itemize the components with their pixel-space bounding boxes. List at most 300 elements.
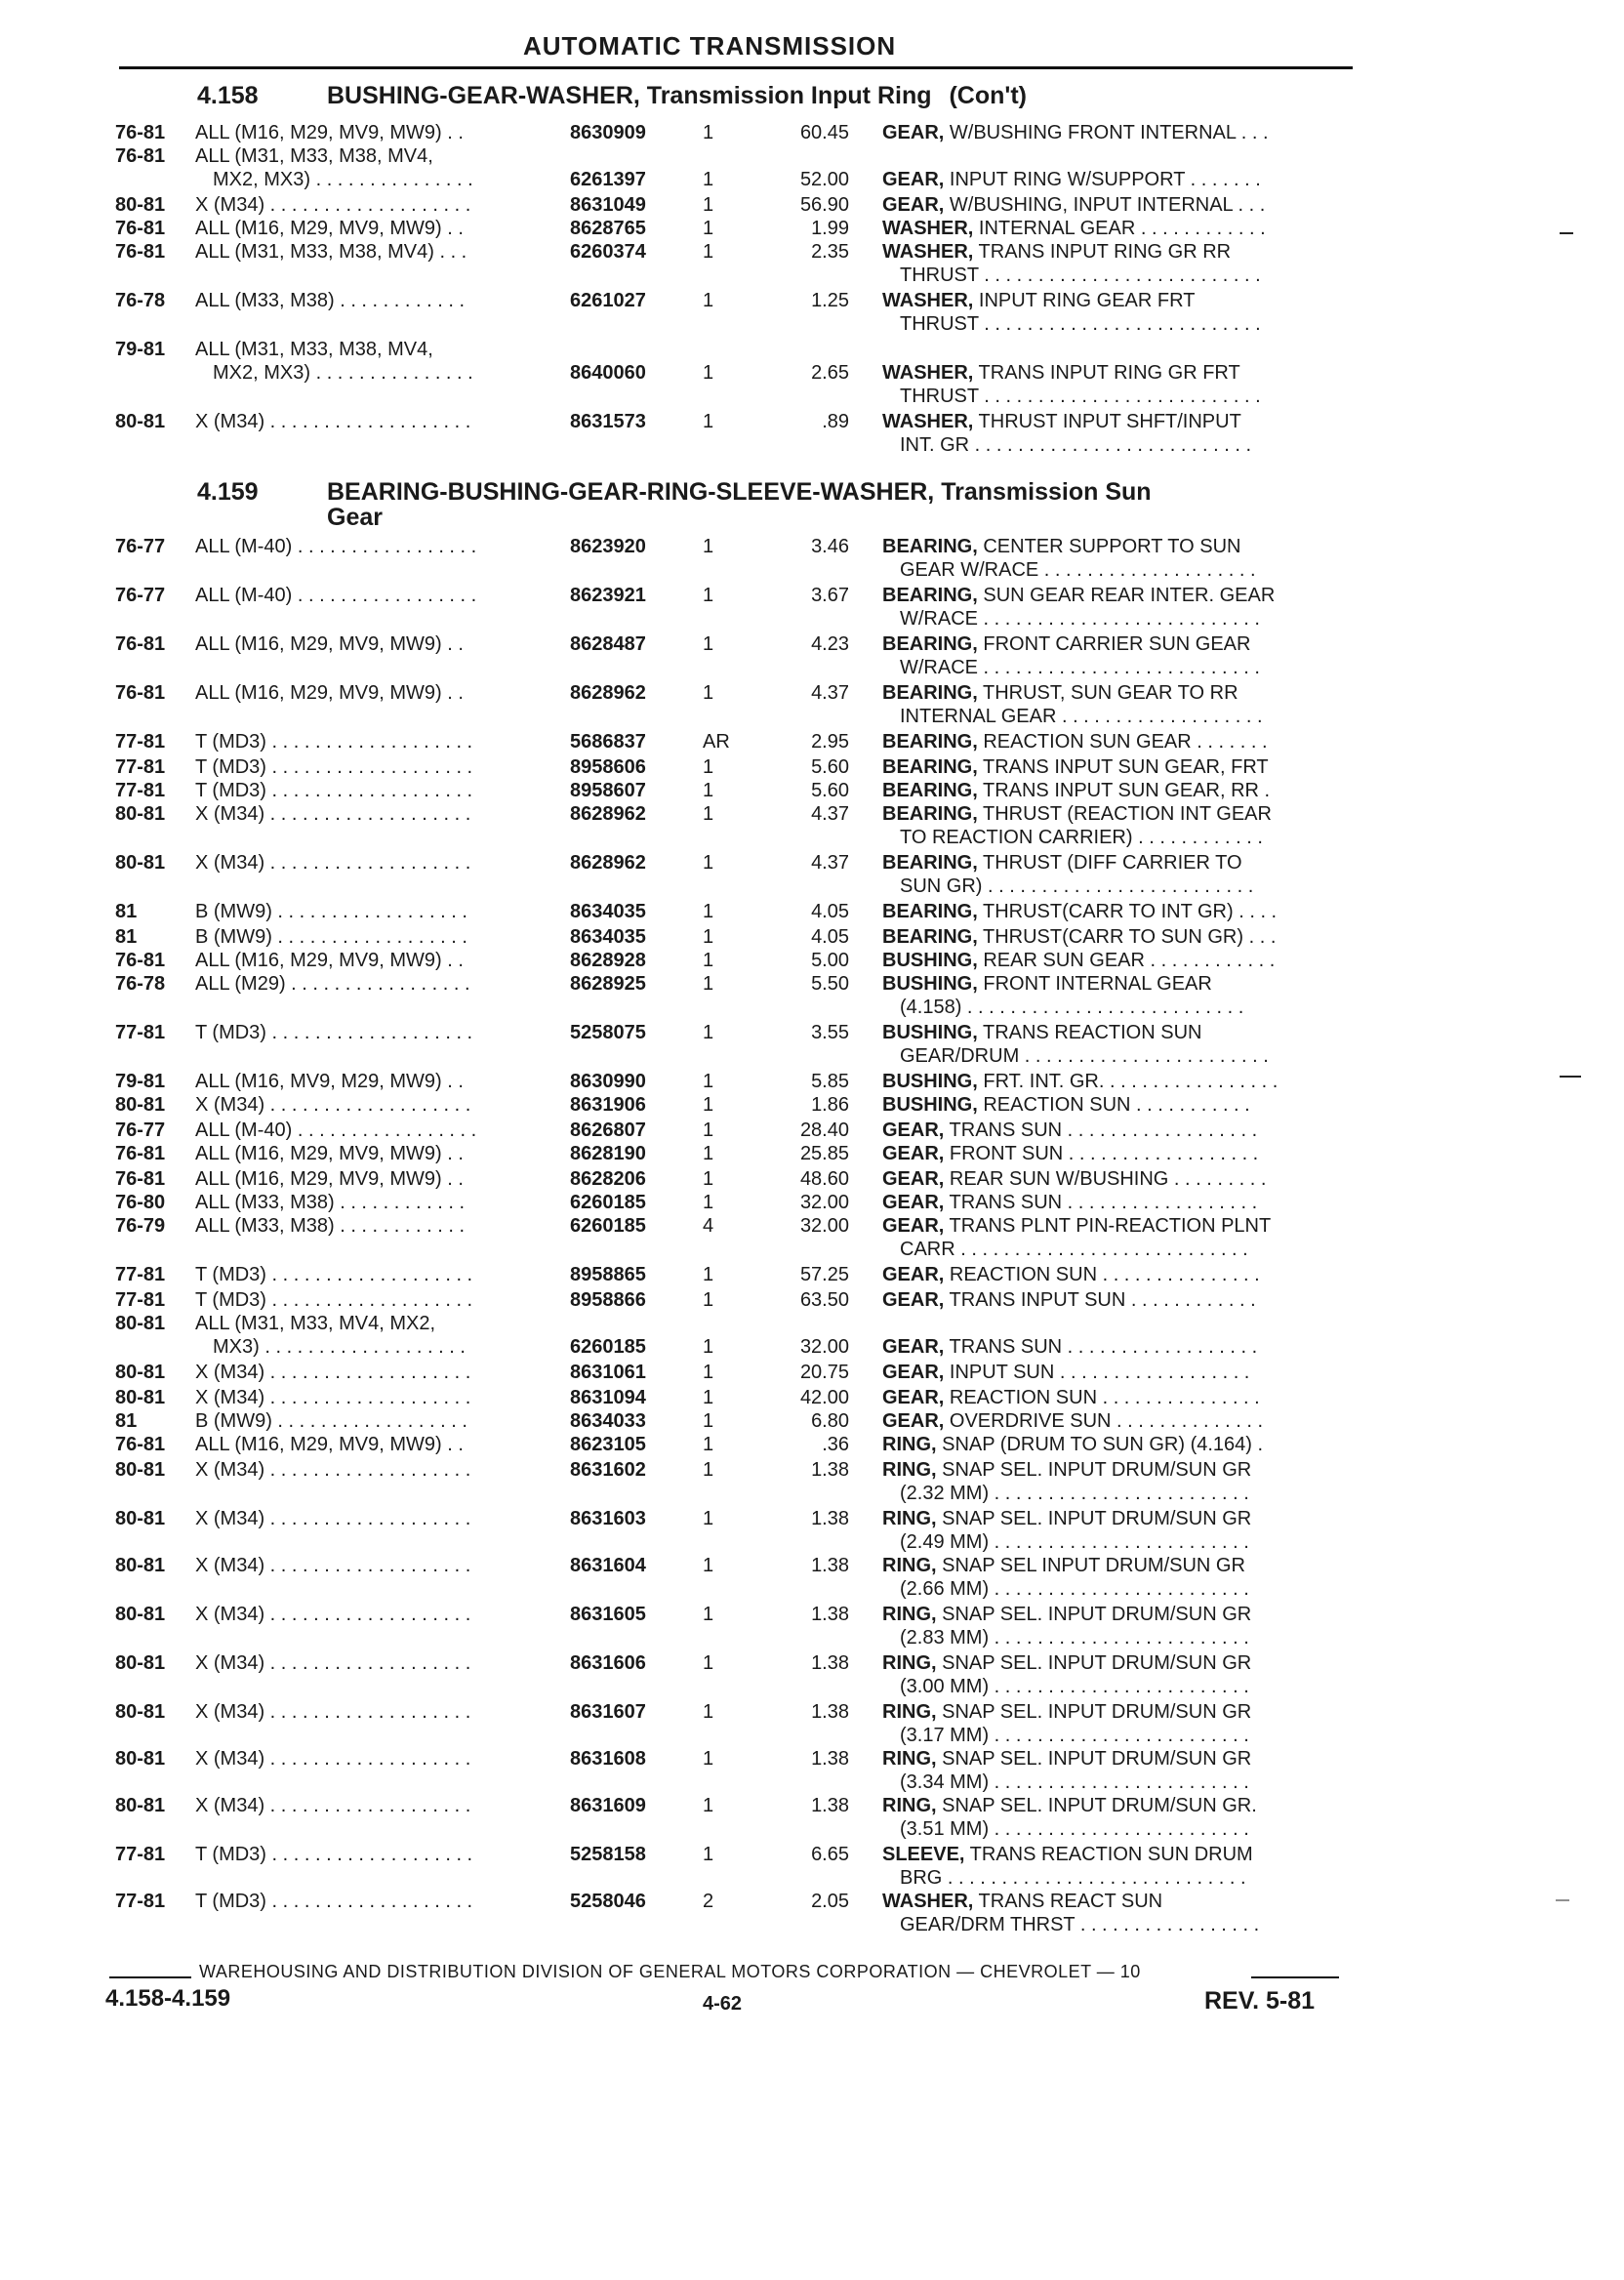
part-noun: BEARING, (882, 852, 978, 874)
part-noun: BEARING, (882, 926, 978, 948)
model-codes: B (MW9) . . . . . . . . . . . . . . . . . . (195, 901, 467, 922)
part-description-text: SNAP SEL. INPUT DRUM/SUN GR. (936, 1795, 1257, 1816)
quantity: 1 (703, 803, 714, 825)
part-number: 8628928 (570, 950, 646, 971)
quantity: 1 (703, 122, 714, 143)
part-description-continued: W/RACE . . . . . . . . . . . . . . . . . . . . . . . . . . (900, 657, 1260, 678)
part-description (882, 410, 1355, 433)
part-description-text: SNAP SEL. INPUT DRUM/SUN GR (936, 1652, 1252, 1674)
part-description-text: REACTION SUN . . . . . . . . . . . . . . . (944, 1264, 1260, 1285)
part-number: 6260185 (570, 1192, 646, 1213)
model-codes: ALL (M16, M29, MV9, MW9) . . (195, 1143, 464, 1164)
part-description (882, 1119, 1355, 1142)
list-price: 60.45 (799, 122, 849, 143)
model-codes: X (M34) . . . . . . . . . . . . . . . . . . . (195, 852, 471, 874)
part-description-text: TRANS INPUT SUN GEAR, FRT (977, 756, 1269, 778)
quantity: 1 (703, 1192, 714, 1213)
section-title (327, 82, 1027, 110)
part-description-continued: (2.66 MM) . . . . . . . . . . . . . . . . . . . . . . . . (900, 1578, 1249, 1600)
part-description (882, 584, 1355, 607)
part-description (882, 1335, 1355, 1359)
part-number: 8631604 (570, 1555, 646, 1576)
part-description-continued: GEAR W/RACE . . . . . . . . . . . . . . . . . . . . (900, 559, 1256, 581)
model-years: 76-78 (115, 290, 166, 311)
part-number: 8628206 (570, 1168, 646, 1190)
model-codes: X (M34) . . . . . . . . . . . . . . . . . . . (195, 411, 471, 432)
part-noun: WASHER, (882, 218, 974, 239)
model-years: 80-81 (115, 1094, 166, 1116)
part-description-continued: (2.83 MM) . . . . . . . . . . . . . . . . . . . . . . . . (900, 1627, 1249, 1649)
model-years: 80-81 (115, 194, 166, 216)
list-price: 1.38 (811, 1748, 849, 1770)
model-years: 80-81 (115, 852, 166, 874)
list-price: 1.38 (811, 1652, 849, 1674)
part-description-continued: GEAR/DRM THRST . . . . . . . . . . . . . . . . . (900, 1914, 1260, 1935)
quantity: 1 (703, 1143, 714, 1164)
list-price: 6.80 (811, 1410, 849, 1432)
part-description-continued: THRUST . . . . . . . . . . . . . . . . . . . . . . . . . . (900, 265, 1261, 286)
quantity: 1 (703, 1652, 714, 1674)
model-years: 76-77 (115, 1120, 166, 1141)
quantity: 1 (703, 290, 714, 311)
part-description-text: SNAP (DRUM TO SUN GR) (4.164) . (936, 1434, 1264, 1455)
part-noun: BEARING, (882, 633, 978, 655)
list-price: 1.38 (811, 1795, 849, 1816)
part-description (882, 1794, 1355, 1817)
model-years: 76-79 (115, 1215, 166, 1237)
model-codes: T (MD3) . . . . . . . . . . . . . . . . . . . (195, 780, 473, 801)
margin-mark (1560, 232, 1573, 234)
model-years: 79-81 (115, 1071, 166, 1092)
part-description-text: REACTION SUN . . . . . . . . . . . (977, 1094, 1250, 1116)
model-years: 76-81 (115, 1168, 166, 1190)
list-price: 1.38 (811, 1701, 849, 1723)
page-title: AUTOMATIC TRANSMISSION (523, 31, 897, 61)
part-description-text: TRANS INPUT SUN . . . . . . . . . . . . (944, 1289, 1256, 1311)
part-number: 8631603 (570, 1508, 646, 1529)
quantity: 1 (703, 169, 714, 190)
quantity: 1 (703, 1459, 714, 1481)
part-noun: WASHER, (882, 411, 974, 432)
quantity: 1 (703, 1795, 714, 1816)
model-codes: X (M34) . . . . . . . . . . . . . . . . . . . (195, 1701, 471, 1723)
quantity: 1 (703, 1289, 714, 1311)
footer-division: WAREHOUSING AND DISTRIBUTION DIVISION OF GENERAL MOTORS CORPORATION — CHEVROLET — 10 (199, 1962, 1141, 1981)
quantity: 1 (703, 536, 714, 557)
part-description (882, 1747, 1355, 1771)
part-description-text: TRANS REACTION SUN (977, 1022, 1202, 1043)
list-price: 1.25 (811, 290, 849, 311)
list-price: 2.95 (811, 731, 849, 753)
model-years: 80-81 (115, 411, 166, 432)
quantity: 1 (703, 1094, 714, 1116)
part-description-continued: SUN GR) . . . . . . . . . . . . . . . . . . . . . . . . . (900, 875, 1254, 897)
quantity: 1 (703, 411, 714, 432)
part-number: 8631608 (570, 1748, 646, 1770)
quantity: 1 (703, 1387, 714, 1408)
part-noun: GEAR, (882, 1215, 945, 1237)
quantity: 1 (703, 1168, 714, 1190)
model-years: 76-78 (115, 973, 166, 995)
model-codes-continued: MX2, MX3) . . . . . . . . . . . . . . . (213, 169, 473, 190)
part-number: 8634033 (570, 1410, 646, 1432)
model-codes: ALL (M33, M38) . . . . . . . . . . . . (195, 1192, 466, 1213)
part-number: 8631573 (570, 411, 646, 432)
part-description-continued: (3.17 MM) . . . . . . . . . . . . . . . . . . . . . . . . (900, 1725, 1249, 1746)
model-codes: ALL (M16, M29, MV9, MW9) . . (195, 633, 464, 655)
model-years: 76-77 (115, 536, 166, 557)
part-description-text: SNAP SEL. INPUT DRUM/SUN GR (936, 1508, 1252, 1529)
model-codes: ALL (M31, M33, MV4, MX2, (195, 1313, 436, 1334)
model-codes: X (M34) . . . . . . . . . . . . . . . . . . . (195, 1094, 471, 1116)
part-description (882, 1191, 1355, 1214)
part-number: 8628962 (570, 852, 646, 874)
model-years: 76-81 (115, 122, 166, 143)
model-codes: ALL (M29) . . . . . . . . . . . . . . . . . (195, 973, 470, 995)
part-noun: RING, (882, 1555, 937, 1576)
part-number: 8631061 (570, 1362, 646, 1383)
part-description (882, 1890, 1355, 1913)
part-noun: GEAR, (882, 1143, 945, 1164)
model-years: 81 (115, 1410, 138, 1432)
model-years: 79-81 (115, 339, 166, 360)
part-description (882, 1843, 1355, 1866)
part-number: 8631609 (570, 1795, 646, 1816)
part-number: 8623105 (570, 1434, 646, 1455)
list-price: 4.05 (811, 926, 849, 948)
title-rule (119, 66, 1353, 69)
part-description-text: TRANS INPUT SUN GEAR, RR . (977, 780, 1271, 801)
part-noun: BEARING, (882, 803, 978, 825)
part-description-continued: CARR . . . . . . . . . . . . . . . . . . . . . . . . . . . (900, 1239, 1248, 1260)
model-codes: ALL (M31, M33, M38, MV4, (195, 339, 433, 360)
quantity: 1 (703, 194, 714, 216)
list-price: 1.99 (811, 218, 849, 239)
part-description (882, 900, 1355, 923)
part-number: 5686837 (570, 731, 646, 753)
section-title-line2: Gear (327, 504, 383, 531)
part-noun: BUSHING, (882, 1071, 978, 1092)
part-description (882, 632, 1355, 656)
model-years: 76-81 (115, 1434, 166, 1455)
list-price: 4.37 (811, 852, 849, 874)
model-years: 77-81 (115, 756, 166, 778)
model-codes: T (MD3) . . . . . . . . . . . . . . . . . . . (195, 731, 473, 753)
part-number: 8628765 (570, 218, 646, 239)
footer-rule-left (109, 1976, 191, 1978)
part-number: 6261397 (570, 169, 646, 190)
quantity: 1 (703, 1604, 714, 1625)
quantity: 1 (703, 1264, 714, 1285)
list-price: .89 (822, 411, 849, 432)
part-description-continued: TO REACTION CARRIER) . . . . . . . . . . . . (900, 827, 1263, 848)
quantity: 1 (703, 780, 714, 801)
model-years: 76-81 (115, 218, 166, 239)
model-codes: T (MD3) . . . . . . . . . . . . . . . . . . . (195, 1264, 473, 1285)
part-noun: BUSHING, (882, 950, 978, 971)
part-description (882, 1214, 1355, 1238)
section-number: 4.159 (197, 478, 259, 506)
list-price: 32.00 (799, 1215, 849, 1237)
list-price: 1.38 (811, 1459, 849, 1481)
part-noun: BEARING, (882, 585, 978, 606)
quantity: 1 (703, 950, 714, 971)
model-codes: X (M34) . . . . . . . . . . . . . . . . . . . (195, 1795, 471, 1816)
part-description-continued: (2.32 MM) . . . . . . . . . . . . . . . . . . . . . . . . (900, 1483, 1249, 1504)
part-description (882, 217, 1355, 240)
model-codes: ALL (M-40) . . . . . . . . . . . . . . . . . (195, 536, 477, 557)
part-number: 8628962 (570, 803, 646, 825)
model-codes: ALL (M16, M29, MV9, MW9) . . (195, 1434, 464, 1455)
model-codes: T (MD3) . . . . . . . . . . . . . . . . . . . (195, 1022, 473, 1043)
quantity: 1 (703, 362, 714, 384)
part-description (882, 1700, 1355, 1724)
list-price: 57.25 (799, 1264, 849, 1285)
quantity: 2 (703, 1891, 714, 1912)
list-price: 48.60 (799, 1168, 849, 1190)
margin-mark (1560, 1076, 1581, 1078)
part-description (882, 1167, 1355, 1191)
list-price: 3.46 (811, 536, 849, 557)
part-noun: RING, (882, 1701, 937, 1723)
list-price: 3.55 (811, 1022, 849, 1043)
list-price: 42.00 (799, 1387, 849, 1408)
part-description-text: FRONT SUN . . . . . . . . . . . . . . . . . . (944, 1143, 1259, 1164)
quantity: 1 (703, 1120, 714, 1141)
part-description-text: INTERNAL GEAR . . . . . . . . . . . . (973, 218, 1266, 239)
part-number: 6260374 (570, 241, 646, 263)
part-description (882, 779, 1355, 802)
model-years: 80-81 (115, 1362, 166, 1383)
part-noun: BEARING, (882, 536, 978, 557)
part-description (882, 972, 1355, 996)
part-noun: RING, (882, 1459, 937, 1481)
part-noun: RING, (882, 1604, 937, 1625)
model-codes: ALL (M16, MV9, M29, MW9) . . (195, 1071, 464, 1092)
list-price: 3.67 (811, 585, 849, 606)
part-description-text: TRANS SUN . . . . . . . . . . . . . . . . . . (944, 1120, 1258, 1141)
part-noun: BEARING, (882, 731, 978, 753)
model-codes: ALL (M31, M33, M38, MV4, (195, 145, 433, 167)
part-number: 6260185 (570, 1215, 646, 1237)
model-codes: X (M34) . . . . . . . . . . . . . . . . . . . (195, 1362, 471, 1383)
part-description-text: TRANS REACTION SUN DRUM (964, 1844, 1253, 1865)
part-noun: BEARING, (882, 682, 978, 704)
section-title-main: BUSHING-GEAR-WASHER, (327, 82, 640, 109)
part-noun: GEAR, (882, 1387, 945, 1408)
model-years: 81 (115, 901, 138, 922)
model-years: 76-77 (115, 585, 166, 606)
model-years: 76-81 (115, 241, 166, 263)
part-number: 8631607 (570, 1701, 646, 1723)
part-number: 8634035 (570, 926, 646, 948)
part-description (882, 535, 1355, 558)
part-description (882, 1093, 1355, 1117)
quantity: 1 (703, 1071, 714, 1092)
part-description-text: OVERDRIVE SUN . . . . . . . . . . . . . . (944, 1410, 1264, 1432)
quantity: 1 (703, 241, 714, 263)
quantity: 1 (703, 218, 714, 239)
quantity: 1 (703, 1336, 714, 1358)
list-price: 1.38 (811, 1604, 849, 1625)
quantity: 1 (703, 926, 714, 948)
model-codes: T (MD3) . . . . . . . . . . . . . . . . . . . (195, 756, 473, 778)
model-years: 77-81 (115, 780, 166, 801)
model-years: 80-81 (115, 803, 166, 825)
quantity: 4 (703, 1215, 714, 1237)
list-price: 2.05 (811, 1891, 849, 1912)
footer-revision: REV. 5-81 (1204, 1987, 1316, 2015)
part-description-text: TRANS INPUT RING GR RR (973, 241, 1232, 263)
part-description (882, 681, 1355, 705)
part-number: 8640060 (570, 362, 646, 384)
part-number: 8631606 (570, 1652, 646, 1674)
part-description-text: INPUT RING W/SUPPORT . . . . . . . (944, 169, 1261, 190)
part-description (882, 1021, 1355, 1044)
model-codes: X (M34) . . . . . . . . . . . . . . . . . . . (195, 1604, 471, 1625)
model-years: 80-81 (115, 1313, 166, 1334)
part-description-text: THRUST (REACTION INT GEAR (977, 803, 1272, 825)
quantity: 1 (703, 1362, 714, 1383)
part-number: 6260185 (570, 1336, 646, 1358)
part-noun: GEAR, (882, 1336, 945, 1358)
list-price: 4.05 (811, 901, 849, 922)
list-price: 32.00 (799, 1192, 849, 1213)
part-number: 8628487 (570, 633, 646, 655)
model-years: 77-81 (115, 1891, 166, 1912)
list-price: 1.86 (811, 1094, 849, 1116)
part-noun: RING, (882, 1434, 937, 1455)
quantity: 1 (703, 901, 714, 922)
part-description (882, 1288, 1355, 1312)
model-codes-continued: MX3) . . . . . . . . . . . . . . . . . . . (213, 1336, 466, 1358)
model-years: 76-81 (115, 950, 166, 971)
part-number: 8630990 (570, 1071, 646, 1092)
part-description (882, 755, 1355, 779)
model-codes: T (MD3) . . . . . . . . . . . . . . . . . . . (195, 1289, 473, 1311)
part-description-text: SNAP SEL INPUT DRUM/SUN GR (936, 1555, 1245, 1576)
part-description-continued: THRUST . . . . . . . . . . . . . . . . . . . . . . . . . . (900, 313, 1261, 335)
part-noun: BUSHING, (882, 1022, 978, 1043)
model-codes: X (M34) . . . . . . . . . . . . . . . . . . . (195, 803, 471, 825)
part-description (882, 1070, 1355, 1093)
part-description (882, 1458, 1355, 1482)
part-description-text: SNAP SEL. INPUT DRUM/SUN GR (936, 1701, 1252, 1723)
list-price: 1.38 (811, 1508, 849, 1529)
model-codes: B (MW9) . . . . . . . . . . . . . . . . . . (195, 1410, 467, 1432)
part-description-continued: (3.34 MM) . . . . . . . . . . . . . . . . . . . . . . . . (900, 1771, 1249, 1793)
part-noun: GEAR, (882, 1362, 945, 1383)
part-description (882, 1361, 1355, 1384)
section-number: 4.158 (197, 82, 259, 109)
section-title-rest: Transmission Sun (941, 478, 1152, 506)
model-years: 80-81 (115, 1508, 166, 1529)
footer-page-number: 4-62 (703, 1993, 743, 2015)
footer-section-range: 4.158-4.159 (105, 1985, 231, 2012)
model-years: 80-81 (115, 1652, 166, 1674)
model-years: 77-81 (115, 1022, 166, 1043)
part-number: 8958607 (570, 780, 646, 801)
part-description-continued: W/RACE . . . . . . . . . . . . . . . . . . . . . . . . . . (900, 608, 1260, 630)
part-description-text: THRUST(CARR TO INT GR) . . . . (977, 901, 1278, 922)
model-codes: ALL (M33, M38) . . . . . . . . . . . . (195, 290, 466, 311)
part-number: 8631094 (570, 1387, 646, 1408)
part-description-continued: (3.51 MM) . . . . . . . . . . . . . . . . . . . . . . . . (900, 1818, 1249, 1840)
model-codes: ALL (M16, M29, MV9, MW9) . . (195, 682, 464, 704)
part-description (882, 730, 1355, 753)
model-years: 77-81 (115, 1264, 166, 1285)
list-price: 5.50 (811, 973, 849, 995)
model-codes: X (M34) . . . . . . . . . . . . . . . . . . . (195, 1387, 471, 1408)
part-description-text: REAR SUN W/BUSHING . . . . . . . . . (944, 1168, 1267, 1190)
section-title-main: BEARING-BUSHING-GEAR-RING-SLEEVE-WASHER, (327, 478, 935, 506)
part-number: 8626807 (570, 1120, 646, 1141)
quantity: 1 (703, 756, 714, 778)
part-description (882, 1433, 1355, 1456)
part-number: 8623921 (570, 585, 646, 606)
list-price: 1.38 (811, 1555, 849, 1576)
quantity: 1 (703, 973, 714, 995)
part-description-text: INPUT SUN . . . . . . . . . . . . . . . . . . (944, 1362, 1250, 1383)
model-codes: ALL (M-40) . . . . . . . . . . . . . . . . . (195, 1120, 477, 1141)
part-description (882, 851, 1355, 875)
model-years: 80-81 (115, 1701, 166, 1723)
part-description (882, 925, 1355, 949)
model-years: 77-81 (115, 731, 166, 753)
quantity: AR (703, 731, 730, 753)
part-description-text: TRANS PLNT PIN-REACTION PLNT (944, 1215, 1272, 1237)
list-price: 2.35 (811, 241, 849, 263)
section-title-rest: Transmission Input Ring (646, 82, 932, 109)
part-description (882, 1142, 1355, 1165)
model-codes: B (MW9) . . . . . . . . . . . . . . . . . . (195, 926, 467, 948)
quantity: 1 (703, 1410, 714, 1432)
list-price: 56.90 (799, 194, 849, 216)
part-description (882, 1507, 1355, 1530)
part-description-continued: (2.49 MM) . . . . . . . . . . . . . . . . . . . . . . . . (900, 1531, 1249, 1553)
list-price: 5.85 (811, 1071, 849, 1092)
part-noun: WASHER, (882, 362, 974, 384)
part-noun: RING, (882, 1748, 937, 1770)
part-description-text: W/BUSHING FRONT INTERNAL . . . (944, 122, 1269, 143)
quantity: 1 (703, 1555, 714, 1576)
part-number: 8628962 (570, 682, 646, 704)
part-description-continued: BRG . . . . . . . . . . . . . . . . . . . . . . . . . . . . (900, 1867, 1246, 1889)
model-years: 81 (115, 926, 138, 948)
part-description-continued: INT. GR . . . . . . . . . . . . . . . . . . . . . . . . . . (900, 434, 1252, 456)
part-number: 8958606 (570, 756, 646, 778)
part-noun: WASHER, (882, 290, 974, 311)
model-codes: ALL (M16, M29, MV9, MW9) . . (195, 218, 464, 239)
part-description (882, 802, 1355, 826)
model-years: 76-81 (115, 145, 166, 167)
model-codes: X (M34) . . . . . . . . . . . . . . . . . . . (195, 1652, 471, 1674)
part-noun: GEAR, (882, 1168, 945, 1190)
part-description (882, 949, 1355, 972)
part-description (882, 1554, 1355, 1577)
part-noun: GEAR, (882, 1264, 945, 1285)
part-noun: GEAR, (882, 1120, 945, 1141)
model-years: 76-81 (115, 633, 166, 655)
model-codes: ALL (M16, M29, MV9, MW9) . . (195, 122, 464, 143)
part-description (882, 1651, 1355, 1675)
part-description (882, 1386, 1355, 1409)
part-number: 8623920 (570, 536, 646, 557)
part-description (882, 289, 1355, 312)
part-noun: RING, (882, 1795, 937, 1816)
list-price: 4.37 (811, 803, 849, 825)
quantity: 1 (703, 852, 714, 874)
